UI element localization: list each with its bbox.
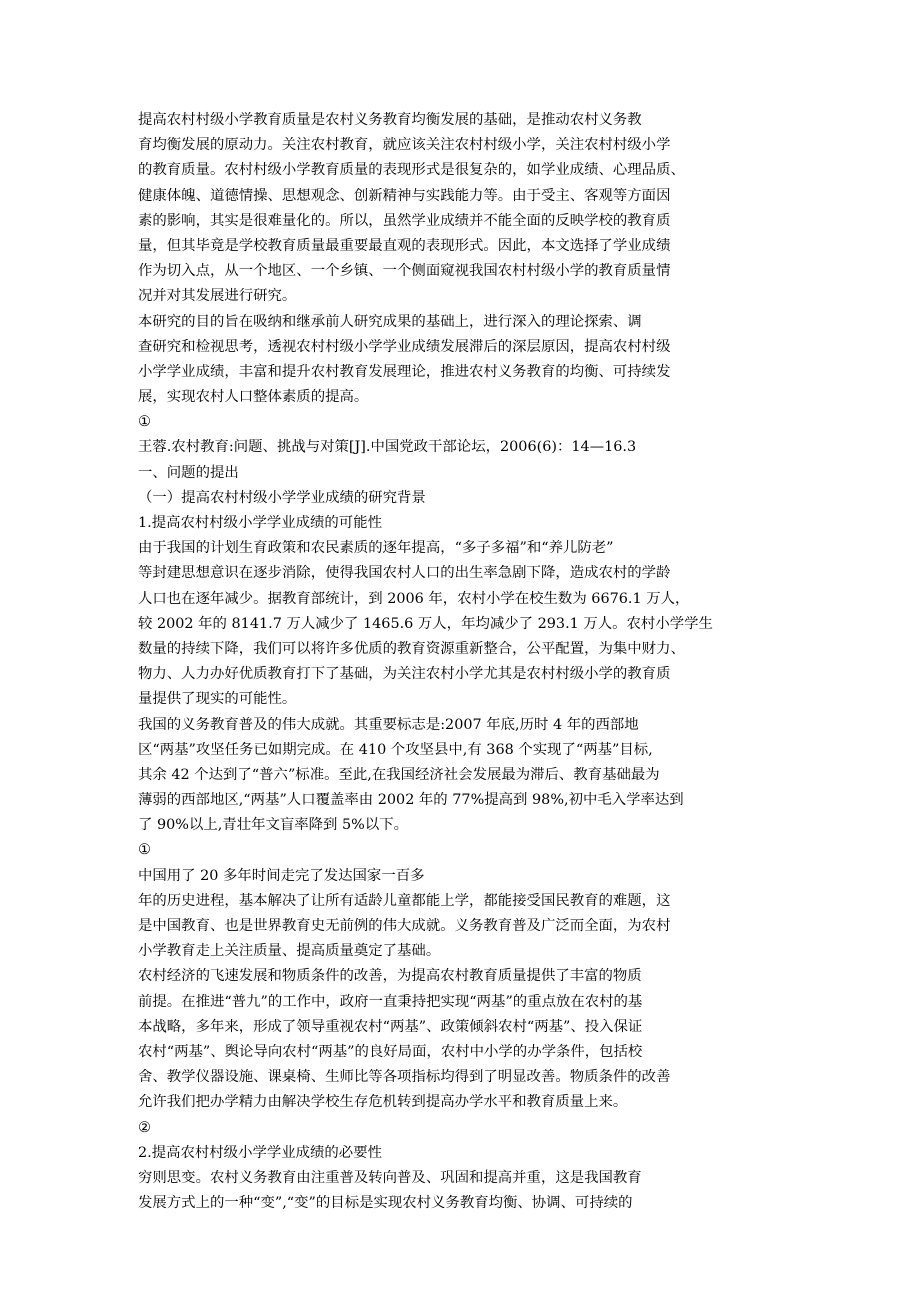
text-line: 我国的义务教育普及的伟大成就。其重要标志是:2007 年底,历时 4 年的西部地 bbox=[138, 716, 639, 733]
text-line: 育均衡发展的原动力。关注农村教育，就应该关注农村村级小学，关注农村村级小学 bbox=[138, 137, 671, 154]
text-line: 薄弱的西部地区,“两基”人口覆盖率由 2002 年的 77%提高到 98%,初中毛入学率达到 bbox=[138, 792, 684, 809]
text-line: 其余 42 个达到了“普六”标准。至此,在我国经济社会发展最为滞后、教育基础最为 bbox=[138, 766, 660, 783]
text-line: 发展方式上的一种“变”,“变”的目标是实现农村义务教育均衡、协调、可持续的 bbox=[138, 1195, 633, 1212]
section-heading: 一、问题的提出 bbox=[138, 464, 239, 481]
text-line: 健康体魄、道德情操、思想观念、创新精神与实践能力等。由于受主、客观等方面因 bbox=[138, 187, 671, 204]
text-line: 本研究的目的旨在吸纳和继承前人研究成果的基础上，进行深入的理论探索、调 bbox=[138, 313, 642, 330]
text-line: 了 90%以上,青壮年文盲率降到 5%以下。 bbox=[138, 817, 409, 834]
document-body bbox=[138, 108, 783, 1216]
text-line: 的教育质量。农村村级小学教育质量的表现形式是很复杂的，如学业成绩、心理品质、 bbox=[138, 162, 685, 179]
footnote-citation: 王蓉.农村教育:问题、挑战与对策[J].中国党政干部论坛，2006(6)：14—16.3 bbox=[138, 439, 637, 456]
subsubsection-heading: 1.提高农村村级小学学业成绩的可能性 bbox=[138, 515, 382, 531]
text-line: 本战略，多年来，形成了领导重视农村“两基”、政策倾斜农村“两基”、投入保证 bbox=[138, 1018, 643, 1035]
text-line: 量提供了现实的可能性。 bbox=[138, 691, 297, 708]
footnote-marker: ② bbox=[138, 1119, 151, 1136]
text-line: 等封建思想意识在逐步消除，使得我国农村人口的出生率急剧下降，造成农村的学龄 bbox=[138, 565, 671, 582]
text-line: 况并对其发展进行研究。 bbox=[138, 288, 297, 305]
text-line: 量，但其毕竟是学校教育质量最重要最直观的表现形式。因此，本文选择了学业成绩 bbox=[138, 237, 671, 254]
text-line: 由于我国的计划生育政策和农民素质的逐年提高，“多子多福”和“养儿防老” bbox=[138, 540, 614, 557]
text-line: 是中国教育、也是世界教育史无前例的伟大成就。义务教育普及广泛而全面，为农村 bbox=[138, 918, 671, 934]
footnote-marker: ① bbox=[138, 414, 151, 431]
footnote-marker: ① bbox=[138, 842, 151, 859]
text-line: 小学教育走上关注质量、提高质量奠定了基础。 bbox=[138, 943, 441, 960]
text-line: 前提。在推进“普九”的工作中，政府一直秉持把实现“两基”的重点放在农村的基 bbox=[138, 993, 643, 1010]
subsection-heading: （一）提高农村村级小学学业成绩的研究背景 bbox=[138, 489, 426, 506]
text-line: 穷则思变。农村义务教育由注重普及转向普及、巩固和提高并重，这是我国教育 bbox=[138, 1169, 642, 1186]
text-line: 允许我们把办学精力由解决学校生存危机转到提高办学水平和教育质量上来。 bbox=[138, 1094, 628, 1111]
text-line: 舍、教学仪器设施、课桌椅、生师比等各项指标均得到了明显改善。物质条件的改善 bbox=[138, 1069, 671, 1086]
text-line: 展，实现农村人口整体素质的提高。 bbox=[138, 389, 369, 406]
subsubsection-heading: 2.提高农村村级小学学业成绩的必要性 bbox=[138, 1144, 382, 1161]
text-line: 小学学业成绩，丰富和提升农村教育发展理论，推进农村义务教育的均衡、可持续发 bbox=[138, 363, 671, 380]
text-line: 农村经济的飞速发展和物质条件的改善，为提高农村教育质量提供了丰富的物质 bbox=[138, 968, 642, 985]
text-line: 作为切入点，从一个地区、一个乡镇、一个侧面窥视我国农村村级小学的教育质量情 bbox=[138, 263, 671, 280]
text-line: 物力、人力办好优质教育打下了基础，为关注农村小学尤其是农村村级小学的教育质 bbox=[138, 666, 671, 683]
text-line: 年的历史进程，基本解决了让所有适龄儿童都能上学，都能接受国民教育的难题，这 bbox=[138, 892, 671, 909]
text-line: 较 2002 年的 8141.7 万人减少了 1465.6 万人，年均减少了 293.1 万人。农村小学学生 bbox=[138, 615, 713, 632]
text-line: 素的影响，其实是很难量化的。所以，虽然学业成绩并不能全面的反映学校的教育质 bbox=[138, 212, 671, 229]
text-line: 数量的持续下降，我们可以将许多优质的教育资源重新整合，公平配置，为集中财力、 bbox=[138, 640, 685, 657]
text-line: 查研究和检视思考，透视农村村级小学学业成绩发展滞后的深层原因，提高农村村级 bbox=[138, 338, 671, 355]
text-line: 提高农村村级小学教育质量是农村义务教育均衡发展的基础，是推动农村义务教 bbox=[138, 112, 642, 128]
text-line: 区“两基”攻坚任务已如期完成。在 410 个攻坚县中,有 368 个实现了“两基”目标, bbox=[138, 741, 653, 758]
text-line: 中国用了 20 多年时间走完了发达国家一百多 bbox=[138, 867, 425, 884]
text-line: 农村“两基”、舆论导向农村“两基”的良好局面，农村中小学的办学条件，包括校 bbox=[138, 1043, 643, 1060]
text-line: 人口也在逐年减少。据教育部统计，到 2006 年，农村小学在校生数为 6676.1 万人， bbox=[138, 590, 690, 607]
